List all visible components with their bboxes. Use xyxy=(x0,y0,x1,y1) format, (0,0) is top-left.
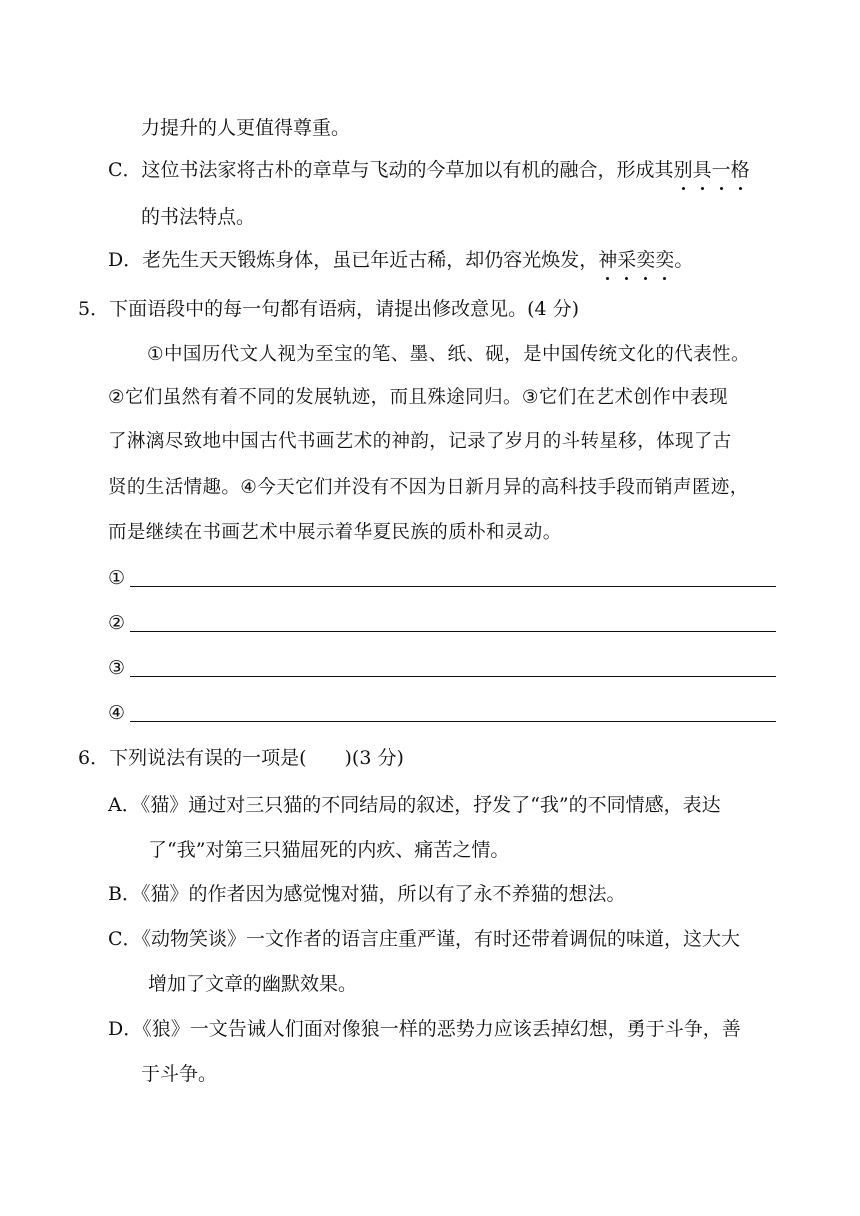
question-5-stem: 5．下面语段中的每一句都有语病，请提出修改意见。(4 分) xyxy=(78,298,580,320)
option-b-line-1: B．《猫》的作者因为感觉愧对猫，所以有了永不养猫的想法。 xyxy=(108,883,626,905)
option-c-line-1: C．《动物笑谈》一文作者的语言庄重严谨，有时还带着调侃的味道，这大大 xyxy=(108,928,741,950)
passage-line: 而是继续在书画艺术中展示着华夏民族的质朴和灵动。 xyxy=(108,522,562,543)
answer-line xyxy=(130,676,776,677)
emphasized-char: 采 xyxy=(617,249,637,271)
option-b-continuation: 力提升的人更值得尊重。 xyxy=(141,117,351,139)
answer-line xyxy=(130,721,776,722)
option-c-line-1 xyxy=(108,157,750,183)
emphasized-char: 具 xyxy=(692,159,712,181)
emphasized-char: 奕 xyxy=(636,249,656,271)
answer-blank-4[interactable] xyxy=(108,700,776,728)
answer-number: ④ xyxy=(108,702,126,724)
emphasized-char: 一 xyxy=(711,159,731,181)
answer-line xyxy=(130,586,776,587)
option-c-label: C． xyxy=(108,159,142,181)
option-d-label: D． xyxy=(108,249,143,271)
emphasized-char: 神 xyxy=(598,249,618,271)
option-d-line-1: D．《狼》一文告诫人们面对像狼一样的恶势力应该丢掉幻想，勇于斗争，善 xyxy=(108,1018,741,1040)
option-d-end: 。 xyxy=(674,249,694,271)
option-a-line-2: 了“我”对第三只猫屈死的内疚、痛苦之情。 xyxy=(148,839,510,861)
answer-blank-3[interactable] xyxy=(108,655,776,683)
emphasized-char: 别 xyxy=(673,159,693,181)
passage-line: ②它们虽然有着不同的发展轨迹，而且殊途同归。③它们在艺术创作中表现 xyxy=(108,387,728,408)
option-d-line xyxy=(108,247,693,273)
answer-number: ② xyxy=(108,612,126,634)
option-d-text: 老先生天天锻炼身体，虽已年近古稀，却仍容光焕发， xyxy=(142,249,599,271)
answer-line xyxy=(130,631,776,632)
answer-number: ③ xyxy=(108,657,126,679)
passage-line: ①中国历代文人视为至宝的笔、墨、纸、砚，是中国传统文化的代表性。 xyxy=(147,344,750,365)
option-a-line-1: A．《猫》通过对三只猫的不同结局的叙述，抒发了“我”的不同情感，表达 xyxy=(108,794,721,816)
emphasized-char: 奕 xyxy=(655,249,675,271)
passage-line: 了淋漓尽致地中国古代书画艺术的神韵，记录了岁月的斗转星移，体现了古 xyxy=(108,431,732,452)
emphasized-char: 格 xyxy=(730,159,750,181)
passage-line: 贤的生活情趣。④今天它们并没有不因为日新月异的高科技手段而销声匿迹， xyxy=(108,477,749,498)
answer-blank-2[interactable] xyxy=(108,610,776,638)
answer-number: ① xyxy=(108,567,126,589)
answer-blank-1[interactable] xyxy=(108,565,776,593)
option-c-line-2: 的书法特点。 xyxy=(141,206,256,228)
option-d-line-2: 于斗争。 xyxy=(141,1063,218,1085)
option-c-line-2: 增加了文章的幽默效果。 xyxy=(148,973,358,995)
option-c-text: 这位书法家将古朴的章草与飞动的今草加以有机的融合，形成其 xyxy=(141,159,674,181)
question-6-stem: 6．下列说法有误的一项是( )(3 分) xyxy=(78,747,404,769)
